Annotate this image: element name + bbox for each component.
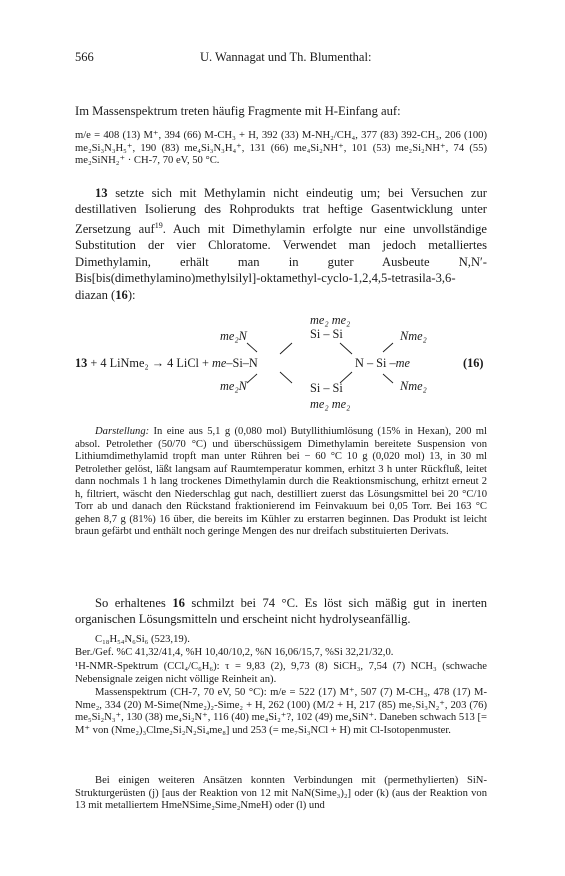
compound-ref-16: 16 (115, 287, 128, 302)
paragraph-16: So erhaltenes 16 schmilzt bei 74 °C. Es löst sich mäßig gut in inerten organischen Lösungsmitteln und erscheint nicht hydrolyseanfällig. (75, 596, 487, 627)
equation-lhs (75, 356, 258, 371)
bottom-left-nme2: me₂N (220, 379, 247, 393)
running-title: U. Wannagat und Th. Blumenthal: (200, 50, 372, 64)
molecular-formula: C₁₈H₅₄N₆Si₆ (523,19). (95, 634, 190, 645)
reactant-text: + 4 LiNme₂ → 4 LiCl + (87, 356, 213, 370)
left-si-n: –Si–N (226, 356, 258, 370)
paragraph-13-text2: . Auch mit Dimethylamin erfolgte nur eine unvollständige Substitution der vier Chloratome. Verwendet man jedoch metalliertes Dimethylamin, erhält man in guter Ausbeute N,N′-Bis[bis(dimethylamino)methylsilyl]-oktamethyl-cyclo-1,2,4,5-tetrasila-3,6-diazan ( (75, 222, 487, 302)
left-me: me (212, 356, 227, 370)
top-left-nme2: me₂N (220, 329, 247, 343)
preparation-label: Darstellung: (95, 426, 150, 437)
ms-data-block-2: Massenspektrum (CH-7, 70 eV, 50 °C): m/e = 522 (17) M⁺, 507 (7) M-CH₃, 478 (17) M-Nme₂, 334 (20) M-Sime(Nme₂)₂-Sime₂ + H, 262 (100) (M/2 + H, 217 (85) me₇Si₃N₂⁺, 203 (76) me₅Si₂N₃⁺, 130 (38) me₄Si₂N⁺, 116 (40) me₄Si₂⁺?, 102 (49) me₄SiN⁺. Daneben schwach 513 [= M⁺ von (Nme₂)₃Clme₂Si₂N₂Si₄me₈] und 253 (= me₇Si₃NCl + H) mit Cl-Isotopenmuster. (75, 687, 487, 736)
top-si-si: Si – Si (310, 327, 343, 341)
nmr-data: ¹H-NMR-Spektrum (CCl₄/C₆H₆): τ = 9,83 (2), 9,73 (8) SiCH₃, 7,54 (7) NCH₃ (schwache Nebensignale zeigen nicht völlige Reinheit an). (75, 661, 487, 685)
bottom-right-nme2: Nme₂ (400, 379, 427, 393)
reactant-13: 13 (75, 356, 88, 370)
ms-data-block-1: m/e = 408 (13) M⁺, 394 (66) M-CH₃ + H, 392 (33) M-NH₂/CH₄, 377 (83) 392-CH₃, 206 (100) me₂Si₃N₃H₅⁺, 190 (83) me₄Si₃N₃H₄⁺, 131 (66) me₄Si₂NH⁺, 101 (53) me₂Si₂NH⁺, 74 (55) me₂SiNH₂⁺ · CH-7, 70 eV, 50 °C. (75, 130, 487, 167)
compound-ref-16b: 16 (172, 596, 185, 610)
ms-intro-line: Im Massenspektrum treten häufig Fragmente mit H-Einfang auf: (75, 104, 401, 118)
page-number: 566 (75, 50, 94, 64)
top-right-nme2: Nme₂ (400, 329, 427, 343)
preparation-text: In eine aus 5,1 g (0,080 mol) Butyllithiumlösung (15% in Hexan), 200 ml absol. Petrolether (50/70 °C) und überschüssigem Dimethylamin bereitete Suspension von Lithiumdimethylamid tropft man unter Rühren bei − 60 °C 10 g (0,020 mol) 13, in 30 ml Petrolether gelöst, läßt langsam auf Raumtemperatur kommen, erhitzt 3 h unter Rückfluß, leitet dann nochmals 1 h lang trockenes Dimethylamin durch die Reaktionsmischung, erhitzt erneut 2 h, filtriert, wäscht den Niederschlag gut nach, destilliert zuerst das Lösungsmittel bei 20 °C/10 Torr ab und danach den Rückstand fraktionierend im Feinvakuum bei 0,05 Torr. Bei 163 °C gehen 8,7 g (81%) 16 über, die bereits im Kühler zu erstarren beginnen. Das Produkt ist leicht braun gefärbt und enthält noch geringe Mengen des nur dreifach substituierten Derivats. (75, 426, 487, 538)
paragraph-13-text: setzte sich mit Methylamin nicht eindeutig um; bei Versuchen zur destillativen Isolierung des Rohprodukts trat heftige Gasentwicklung unter Zersetzung auf (75, 186, 487, 236)
right-me: me (395, 356, 410, 370)
closing-paragraph: Bei einigen weiteren Ansätzen konnten Verbindungen mit (permethylierten) SiN-Strukturgerüsten (j) [aus der Reaktion von 12 mit NaN(Sime₃)₂] oder (k) (aus der Reaktion von 13 mit metalliertem HmeNSime₂Sime₂NmeH) oder (l) und (75, 775, 487, 812)
compound-ref-13: 13 (95, 186, 108, 200)
preparation-paragraph (75, 426, 487, 539)
elemental-analysis: Ber./Gef. %C 41,32/41,4, %H 10,40/10,2, %N 16,06/15,7, %Si 32,21/32,0. (75, 647, 394, 658)
top-me2-me2: me₂ me₂ (310, 313, 351, 327)
paragraph-13-end: ): (127, 287, 136, 302)
bottom-me2-me2: me₂ me₂ (310, 397, 351, 411)
equation-number: (16) (463, 356, 484, 370)
bottom-si-si: Si – Si (310, 381, 343, 395)
footnote-ref: 19 (154, 220, 163, 230)
right-n-si: N – Si –me (355, 356, 410, 370)
